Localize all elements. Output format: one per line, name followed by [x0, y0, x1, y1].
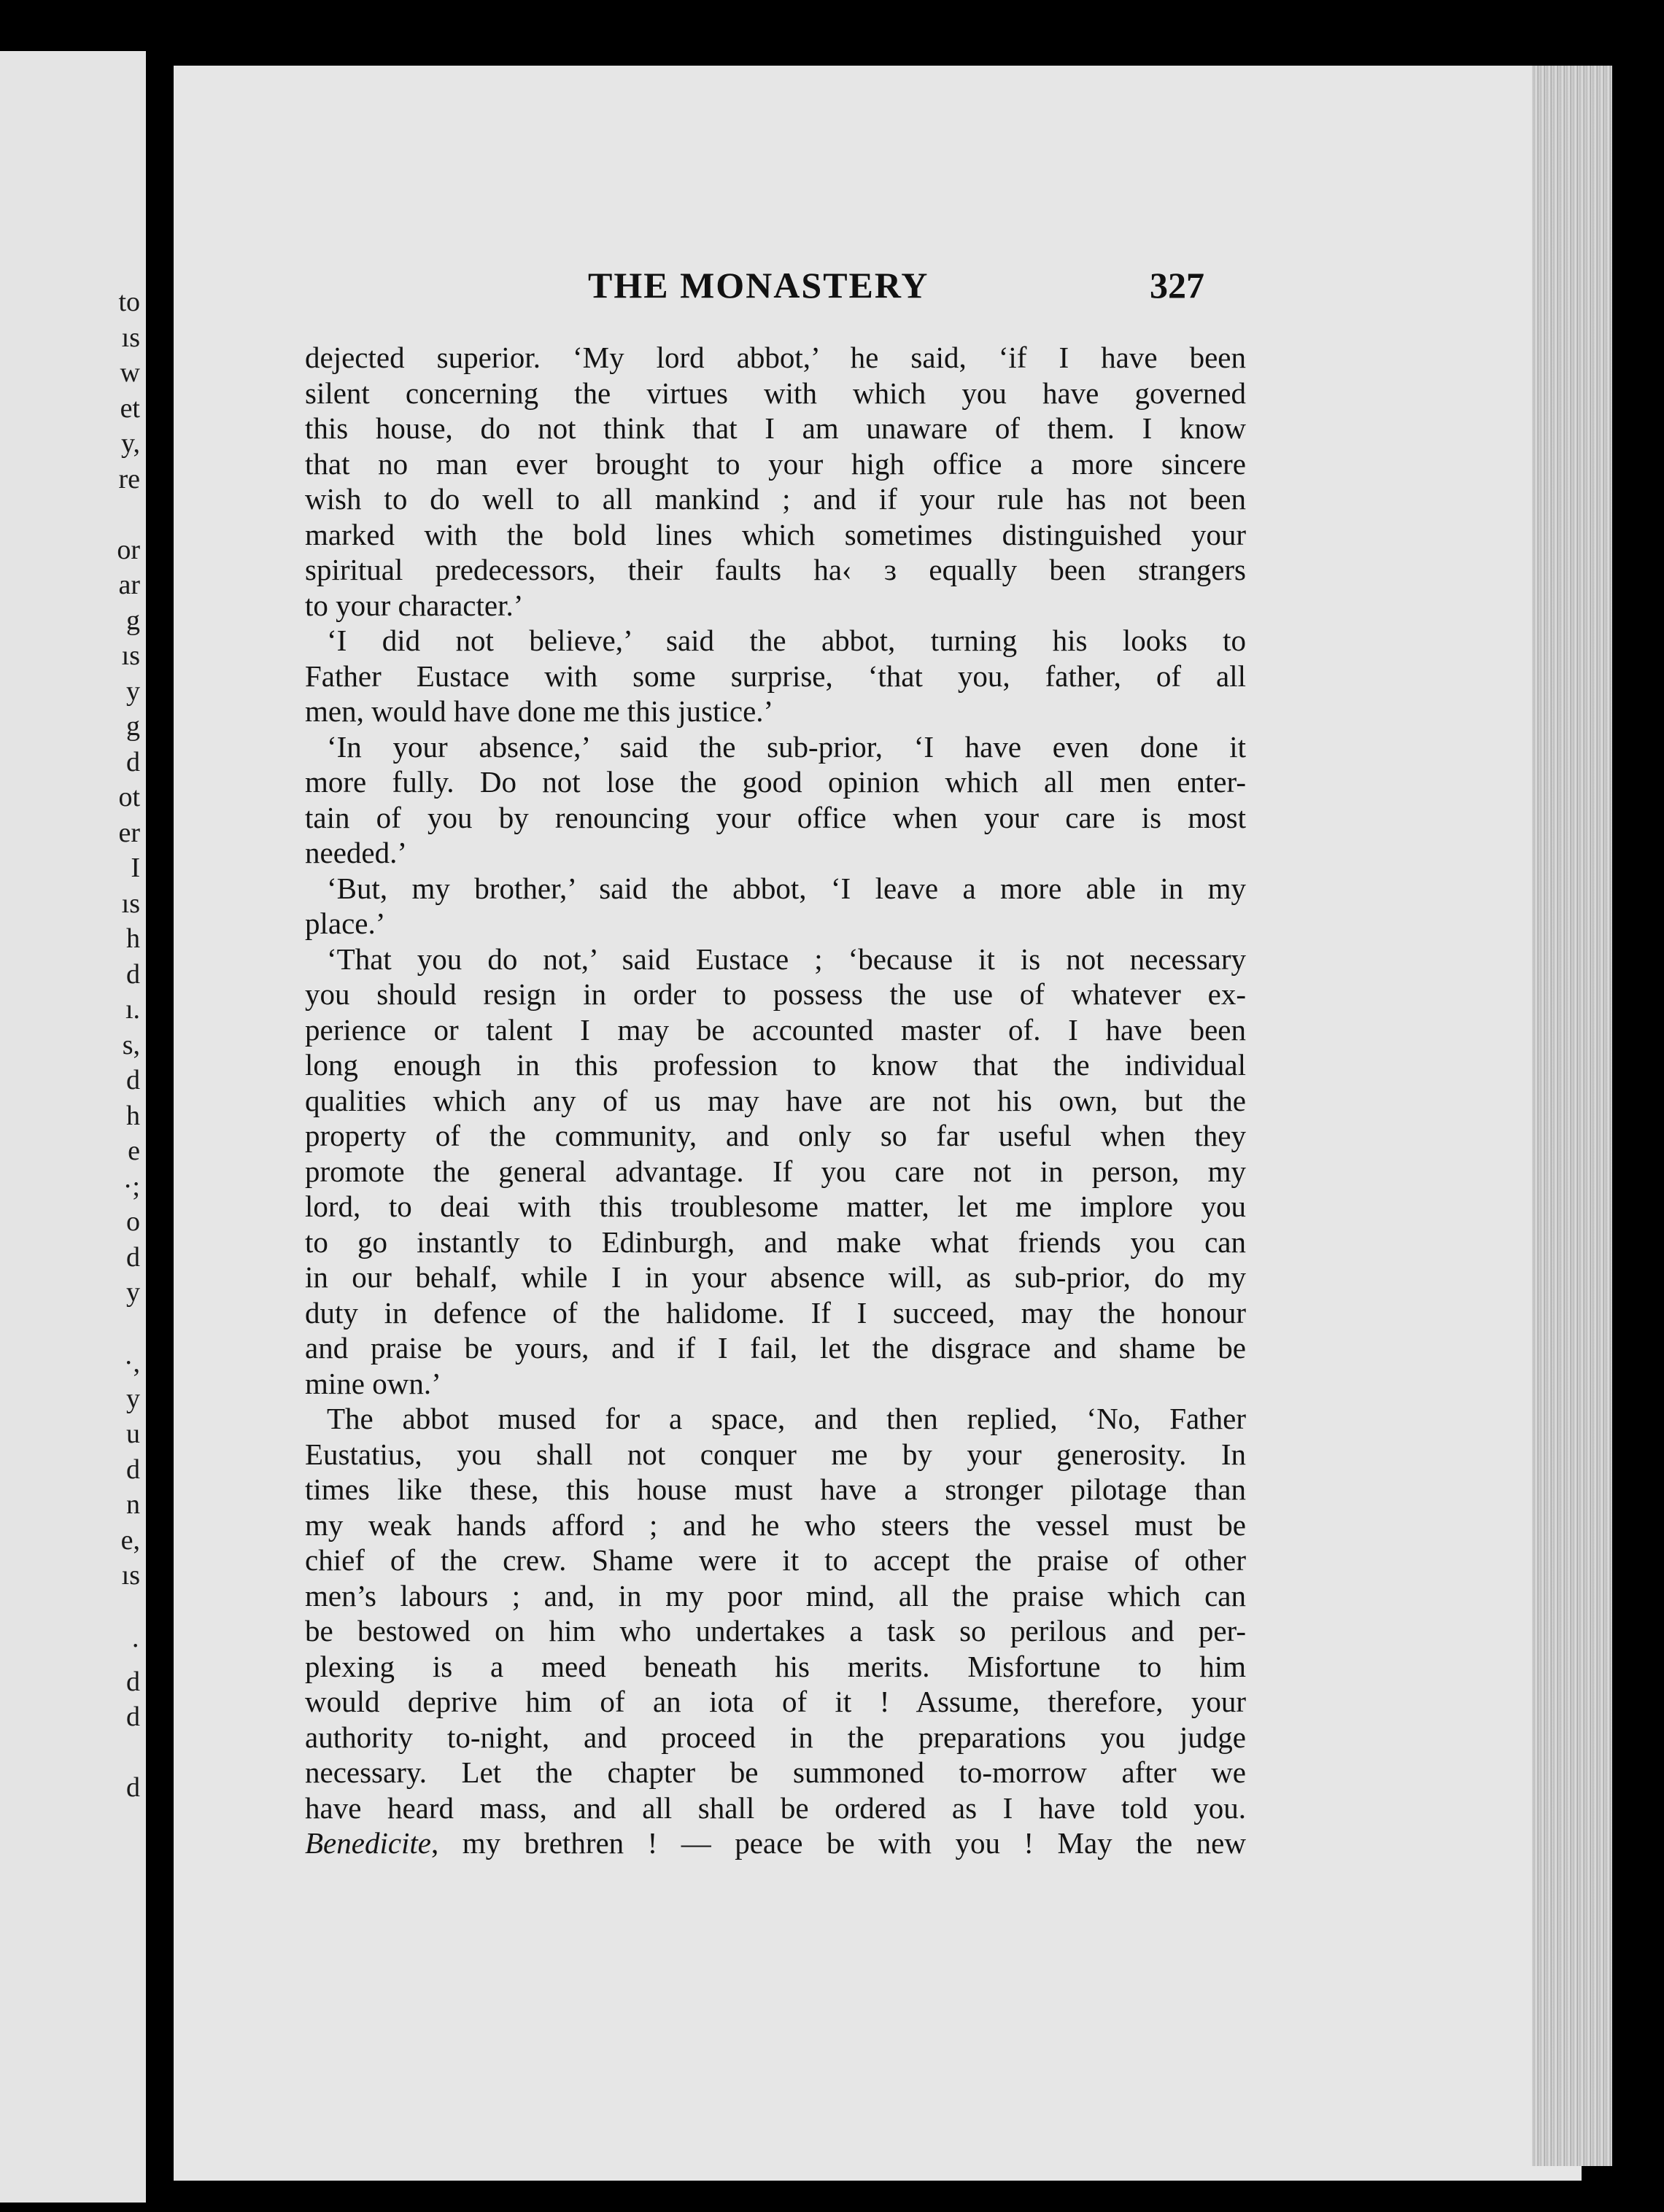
text-line: mine own.’: [305, 1366, 441, 1400]
facing-page-fragment: ar: [118, 570, 140, 600]
facing-page-fragment: y: [126, 1383, 140, 1414]
text-line: have heard mass, and all shall be ordered as I have told you.: [305, 1790, 1246, 1825]
facing-page-fragment: [96, 1735, 140, 1771]
text-line-rest: , my brethren ! — peace be with you ! May the new: [431, 1826, 1246, 1860]
text-line: The abbot mused for a space, and then replied, ‘No, Father: [327, 1402, 1246, 1435]
text-line: would deprive him of an iota of it ! Assume, therefore, your: [305, 1685, 1246, 1718]
text-line: in our behalf, while I in your absence will, as sub-prior, do my: [305, 1260, 1246, 1294]
text-line: necessary. Let the chapter be summoned to-morrow after we: [305, 1755, 1246, 1789]
facing-page-fragment: or: [117, 534, 140, 565]
text-line: lord, to deai with this troublesome matter, let me implore you: [305, 1190, 1246, 1223]
text-line: needed.’: [305, 836, 407, 869]
facing-page-fragment: ot: [118, 782, 140, 812]
text-line: wish to do well to all mankind ; and if your rule has not been: [305, 482, 1246, 516]
page-fore-edge: [1532, 66, 1612, 2166]
text-line: dejected superior. ‘My lord abbot,’ he said, ‘if I have been: [305, 341, 1246, 374]
facing-page-fragment: d: [126, 1701, 140, 1732]
facing-page-fragment: re: [118, 463, 140, 494]
text-line: place.’: [305, 907, 386, 940]
facing-page-fragment: d: [126, 958, 140, 990]
facing-page-fragment: ·;: [123, 1171, 140, 1202]
text-line: this house, do not think that I am unaware of them. I know: [305, 411, 1246, 445]
text-line: [305, 1825, 1246, 1861]
text-line: my weak hands afford ; and he who steers the vessel must be: [305, 1507, 1246, 1542]
text-line: long enough in this profession to know that the individual: [305, 1048, 1246, 1082]
book-page: [174, 66, 1582, 2181]
facing-page-fragment: g: [126, 605, 140, 636]
facing-page-fragment: ·,: [123, 1348, 140, 1378]
text-line: men’s labours ; and, in my poor mind, all the praise which can: [305, 1578, 1246, 1613]
text-line: chief of the crew. Shame were it to accept the praise of other: [305, 1543, 1246, 1577]
facing-page-fragment: [96, 1311, 140, 1346]
text-line: spiritual predecessors, their faults ha‹ ɜ equally been strangers: [305, 553, 1246, 586]
text-line: Father Eustace with some surprise, ‘that you, father, of all: [305, 659, 1246, 693]
facing-page-fragment: s,: [122, 1029, 140, 1060]
facing-page-fragment: n: [126, 1489, 140, 1520]
text-line: ‘I did not believe,’ said the abbot, turning his looks to: [327, 624, 1246, 657]
text-line: men, would have done me this justice.’: [305, 694, 774, 728]
facing-page-fragment: et: [120, 392, 140, 424]
text-line: tain of you by renouncing your office when your care is most: [305, 800, 1246, 834]
text-line: marked with the bold lines which sometimes distinguished your: [305, 517, 1246, 551]
facing-page-fragment: to: [118, 287, 140, 317]
facing-page-fragment: y: [126, 1277, 140, 1308]
text-line: property of the community, and only so far useful when they: [305, 1119, 1246, 1152]
text-line: ‘In your absence,’ said the sub-prior, ‘I have even done it: [327, 729, 1246, 764]
facing-page-fragment: I: [131, 853, 140, 883]
facing-page-fragment: d: [126, 746, 140, 777]
text-line: silent concerning the virtues with which you have governed: [305, 376, 1246, 410]
facing-page-fragment: o: [126, 1206, 140, 1237]
facing-page-fragment: e: [128, 1136, 140, 1166]
text-line: promote the general advantage. If you care not in person, my: [305, 1154, 1246, 1188]
text-line: be bestowed on him who undertakes a task so perilous and per-: [305, 1614, 1246, 1648]
facing-page-fragment: ıs: [121, 322, 140, 353]
text-line: times like these, this house must have a stronger pilotage than: [305, 1472, 1246, 1506]
page-body-text: [305, 340, 1246, 1861]
facing-page-fragment: d: [126, 1454, 140, 1485]
facing-page-fragment: d: [126, 1666, 140, 1697]
text-line: you should resign in order to possess the use of whatever ex-: [305, 977, 1246, 1011]
facing-page-fragment: ıs: [121, 640, 140, 671]
facing-page-fragment: y: [126, 675, 140, 707]
page-number: 327: [1150, 265, 1204, 306]
italic-word: Benedicite: [305, 1826, 432, 1860]
text-line: ‘That you do not,’ said Eustace ; ‘because it is not necessary: [327, 942, 1246, 976]
facing-page-fragment: h: [126, 1100, 140, 1131]
facing-page-fragment: h: [126, 923, 140, 954]
facing-page-fragment: u: [126, 1419, 140, 1449]
running-title: THE MONASTERY: [588, 265, 929, 306]
text-line: Eustatius, you shall not conquer me by your generosity. In: [305, 1437, 1246, 1471]
text-line: and praise be yours, and if I fail, let the disgrace and shame be: [305, 1331, 1246, 1365]
text-line: that no man ever brought to your high office a more sincere: [305, 446, 1246, 481]
text-line: authority to-night, and proceed in the preparations you judge: [305, 1720, 1246, 1754]
text-line: qualities which any of us may have are not his own, but the: [305, 1083, 1246, 1117]
text-line: perience or talent I may be accounted master of. I have been: [305, 1012, 1246, 1047]
facing-page-fragment: e,: [120, 1524, 140, 1556]
facing-page-fragment: [96, 1594, 140, 1629]
facing-page-fragment: g: [126, 711, 140, 742]
text-line: to your character.’: [305, 588, 524, 622]
facing-page-fragment: ·: [131, 1631, 140, 1661]
facing-page-fragment: ıs: [121, 888, 140, 919]
facing-page-fragment: d: [126, 1241, 140, 1273]
text-line: plexing is a meed beneath his merits. Misfortune to him: [305, 1649, 1246, 1683]
facing-page-fragment: ı.: [125, 994, 140, 1025]
facing-page-fragment: d: [126, 1772, 140, 1803]
facing-page-fragment: ıs: [121, 1560, 140, 1591]
text-line: to go instantly to Edinburgh, and make what friends you can: [305, 1225, 1246, 1259]
facing-page-fragment: er: [118, 817, 140, 848]
book-gutter: [146, 0, 175, 2212]
page-header: [174, 264, 1582, 315]
text-line: ‘But, my brother,’ said the abbot, ‘I leave a more able in my: [327, 871, 1246, 905]
facing-page-fragment: y,: [120, 428, 140, 459]
facing-page-text-fragments: [96, 284, 140, 1806]
text-line: duty in defence of the halidome. If I succeed, may the honour: [305, 1295, 1246, 1330]
facing-page-fragment: [96, 497, 140, 532]
facing-page-fragment: w: [120, 357, 140, 388]
facing-page-fragment: d: [126, 1065, 140, 1095]
facing-page-edge: [0, 51, 146, 2203]
text-line: more fully. Do not lose the good opinion which all men enter-: [305, 765, 1246, 799]
